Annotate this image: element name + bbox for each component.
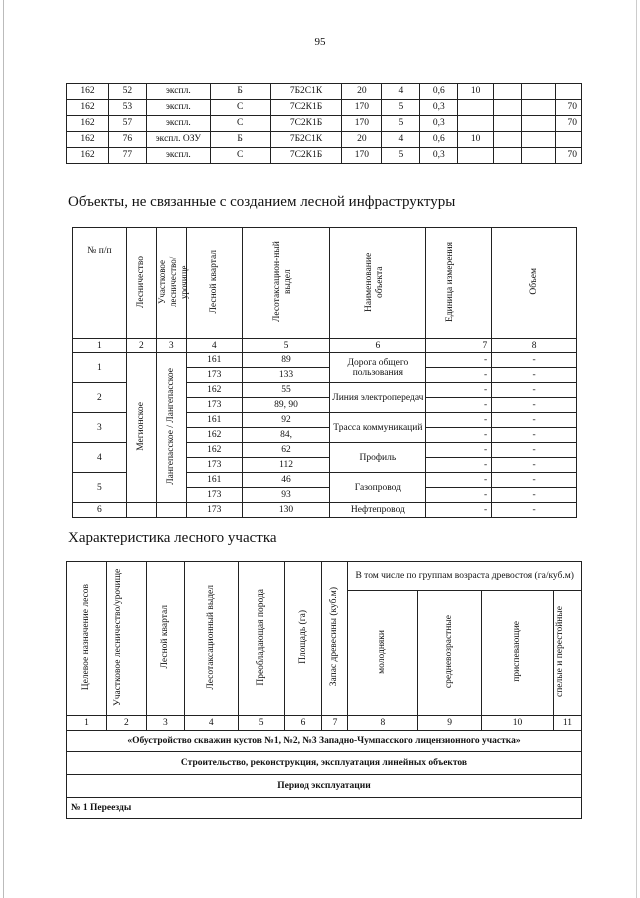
table-cell: С <box>210 100 270 116</box>
quarter-cell: 173 <box>186 398 242 413</box>
table-row <box>67 148 582 164</box>
table-cell: Б <box>210 84 270 100</box>
volume-cell: - <box>492 443 577 458</box>
table-cell: 170 <box>342 116 382 132</box>
table-cell: 0,3 <box>420 100 458 116</box>
plot-cell: 93 <box>242 488 330 503</box>
object-name: Нефтепровод <box>330 503 426 518</box>
table-cell: 5 <box>382 148 420 164</box>
col-header-volume: Объем <box>492 228 577 339</box>
table-cell: экспл. <box>146 148 210 164</box>
plot-cell: 84, <box>242 428 330 443</box>
col-number: 3 <box>146 716 184 731</box>
volume-cell: - <box>492 458 577 473</box>
construction-row: Строительство, реконструкция, эксплуатация линейных объектов <box>67 752 582 775</box>
table-cell: 162 <box>67 116 109 132</box>
table-cell <box>522 84 556 100</box>
col-header-maturing: приспевающие <box>482 591 554 716</box>
plot-cell: 89 <box>242 353 330 368</box>
object-number: 5 <box>73 473 127 503</box>
col-number: 5 <box>242 339 330 353</box>
volume-cell: - <box>492 488 577 503</box>
quarter-cell: 161 <box>186 353 242 368</box>
quarter-cell: 173 <box>186 458 242 473</box>
table-cell: 162 <box>67 84 109 100</box>
table-cell <box>522 148 556 164</box>
table-cell: 0,3 <box>420 116 458 132</box>
age-group-header: В том числе по группам возраста древостоя (га/куб.м) <box>348 562 582 591</box>
quarter-cell: 162 <box>186 443 242 458</box>
table-cell: 162 <box>67 148 109 164</box>
page-number: 95 <box>314 36 326 48</box>
col-number: 1 <box>73 339 127 353</box>
table-cell: 0,6 <box>420 84 458 100</box>
table-cell: 4 <box>382 84 420 100</box>
col-number: 6 <box>330 339 426 353</box>
table-row <box>73 353 577 368</box>
table-cell <box>522 132 556 148</box>
table-cell: 7С2К1Б <box>270 116 342 132</box>
object-name: Линия электропередач <box>330 383 426 413</box>
object-name: Газопровод <box>330 473 426 503</box>
top-table <box>66 83 582 164</box>
unit-cell: - <box>426 368 492 383</box>
col-number: 2 <box>126 339 156 353</box>
table-cell <box>555 84 581 100</box>
district-cell <box>156 503 186 518</box>
plot-cell: 130 <box>242 503 330 518</box>
table-cell: 162 <box>67 132 109 148</box>
col-number: 6 <box>284 716 322 731</box>
volume-cell: - <box>492 353 577 368</box>
unit-cell: - <box>426 353 492 368</box>
unit-cell: - <box>426 473 492 488</box>
plot-cell: 89, 90 <box>242 398 330 413</box>
project-row: «Обустройство скважин кустов №1, №2, №3 Западно-Чумпасского лицензионного участка» <box>67 731 582 752</box>
table-cell: 5 <box>382 116 420 132</box>
col-header-district: Участковое лесничество/ урочище <box>156 228 186 339</box>
table-cell: 7Б2С1К <box>270 132 342 148</box>
object-number: 3 <box>73 413 127 443</box>
col-header-quarter: Лесной квартал <box>186 228 242 339</box>
col-header-unit: Единица измерения <box>426 228 492 339</box>
table-cell: 0,3 <box>420 148 458 164</box>
quarter-cell: 173 <box>186 488 242 503</box>
col-number: 4 <box>184 716 238 731</box>
table-row <box>67 100 582 116</box>
forestry-cell: Мегионское <box>126 353 156 503</box>
col-number: 11 <box>553 716 581 731</box>
col-number: 10 <box>482 716 554 731</box>
table-cell <box>458 116 494 132</box>
col-header-district: Участковое лесничество/урочище <box>106 562 146 716</box>
col-number: 4 <box>186 339 242 353</box>
page-edge-left <box>3 0 4 898</box>
unit-cell: - <box>426 443 492 458</box>
table-row <box>67 132 582 148</box>
table-cell: экспл. <box>146 84 210 100</box>
volume-cell: - <box>492 428 577 443</box>
table-row <box>73 503 577 518</box>
characteristics-heading: Характеристика лесного участка <box>68 530 277 546</box>
object-name: Профиль <box>330 443 426 473</box>
table-cell: 162 <box>67 100 109 116</box>
district-cell: Лангепасское / Лангепасское <box>156 353 186 503</box>
table-cell: 7С2К1Б <box>270 100 342 116</box>
col-number: 7 <box>426 339 492 353</box>
table-cell <box>494 148 522 164</box>
plot-cell: 55 <box>242 383 330 398</box>
object-number: 2 <box>73 383 127 413</box>
table-cell: 0,6 <box>420 132 458 148</box>
unit-cell: - <box>426 458 492 473</box>
table-cell: 5 <box>382 100 420 116</box>
volume-cell: - <box>492 383 577 398</box>
table-cell <box>494 116 522 132</box>
col-header-forestry: Лесничество <box>126 228 156 339</box>
table-cell <box>494 132 522 148</box>
col-header-young: молодняки <box>348 591 418 716</box>
characteristics-table <box>66 561 582 819</box>
table-cell <box>555 132 581 148</box>
table-cell: 77 <box>108 148 146 164</box>
table-cell: С <box>210 148 270 164</box>
col-header-area: Площадь (га) <box>284 562 322 716</box>
volume-cell: - <box>492 398 577 413</box>
objects-heading: Объекты, не связанные с созданием лесной инфраструктуры <box>68 194 456 210</box>
table-cell: 7С2К1Б <box>270 148 342 164</box>
table-cell: С <box>210 116 270 132</box>
quarter-cell: 161 <box>186 413 242 428</box>
table-row <box>67 84 582 100</box>
table-cell: 70 <box>555 100 581 116</box>
table-cell: 70 <box>555 148 581 164</box>
object-number: 4 <box>73 443 127 473</box>
table-cell: 170 <box>342 148 382 164</box>
table-cell: 76 <box>108 132 146 148</box>
unit-cell: - <box>426 398 492 413</box>
col-header-mature: спелые и перестойные <box>553 591 581 716</box>
table-cell: 7Б2С1К <box>270 84 342 100</box>
crossings-row: № 1 Переезды <box>67 798 582 819</box>
volume-cell: - <box>492 413 577 428</box>
table-cell: экспл. ОЗУ <box>146 132 210 148</box>
volume-cell: - <box>492 503 577 518</box>
table-cell: экспл. <box>146 100 210 116</box>
object-number: 1 <box>73 353 127 383</box>
objects-table <box>72 227 577 518</box>
table-cell: 20 <box>342 84 382 100</box>
quarter-cell: 161 <box>186 473 242 488</box>
table-cell: 10 <box>458 84 494 100</box>
table-cell: 52 <box>108 84 146 100</box>
table-cell <box>522 116 556 132</box>
unit-cell: - <box>426 428 492 443</box>
quarter-cell: 162 <box>186 428 242 443</box>
col-header-object-name: Наименование объекта <box>330 228 426 339</box>
table-cell: 57 <box>108 116 146 132</box>
object-name: Трасса коммуникаций <box>330 413 426 443</box>
table-cell: 53 <box>108 100 146 116</box>
unit-cell: - <box>426 488 492 503</box>
col-number: 1 <box>67 716 107 731</box>
plot-cell: 112 <box>242 458 330 473</box>
page-edge-right <box>636 0 637 898</box>
table-cell: 20 <box>342 132 382 148</box>
table-cell <box>494 100 522 116</box>
plot-cell: 133 <box>242 368 330 383</box>
col-header-number: № п/п <box>73 228 127 339</box>
plot-cell: 92 <box>242 413 330 428</box>
col-number: 8 <box>492 339 577 353</box>
plot-cell: 62 <box>242 443 330 458</box>
col-header-purpose: Целевое назначение лесов <box>67 562 107 716</box>
quarter-cell: 173 <box>186 368 242 383</box>
table-cell: экспл. <box>146 116 210 132</box>
table-cell <box>458 100 494 116</box>
quarter-cell: 162 <box>186 383 242 398</box>
table-cell <box>458 148 494 164</box>
quarter-cell: 173 <box>186 503 242 518</box>
unit-cell: - <box>426 413 492 428</box>
plot-cell: 46 <box>242 473 330 488</box>
table-cell <box>522 100 556 116</box>
table-cell: Б <box>210 132 270 148</box>
col-number: 7 <box>322 716 348 731</box>
col-header-plot: Лесотаксацион-ный выдел <box>242 228 330 339</box>
table-cell: 4 <box>382 132 420 148</box>
unit-cell: - <box>426 383 492 398</box>
unit-cell: - <box>426 503 492 518</box>
col-header-plot: Лесотаксационный выдел <box>184 562 238 716</box>
table-row <box>67 116 582 132</box>
period-row: Период эксплуатации <box>67 775 582 798</box>
col-header-species: Преобладающая порода <box>238 562 284 716</box>
col-number: 3 <box>156 339 186 353</box>
col-header-stock: Запас древесины (куб.м) <box>322 562 348 716</box>
forestry-cell <box>126 503 156 518</box>
volume-cell: - <box>492 473 577 488</box>
col-number: 5 <box>238 716 284 731</box>
table-cell: 10 <box>458 132 494 148</box>
object-number: 6 <box>73 503 127 518</box>
col-number: 2 <box>106 716 146 731</box>
col-header-middle-aged: средневозрастные <box>418 591 482 716</box>
col-number: 8 <box>348 716 418 731</box>
col-header-quarter: Лесной квартал <box>146 562 184 716</box>
table-cell <box>494 84 522 100</box>
object-name: Дорога общего пользования <box>330 353 426 383</box>
table-cell: 70 <box>555 116 581 132</box>
table-cell: 170 <box>342 100 382 116</box>
col-number: 9 <box>418 716 482 731</box>
volume-cell: - <box>492 368 577 383</box>
